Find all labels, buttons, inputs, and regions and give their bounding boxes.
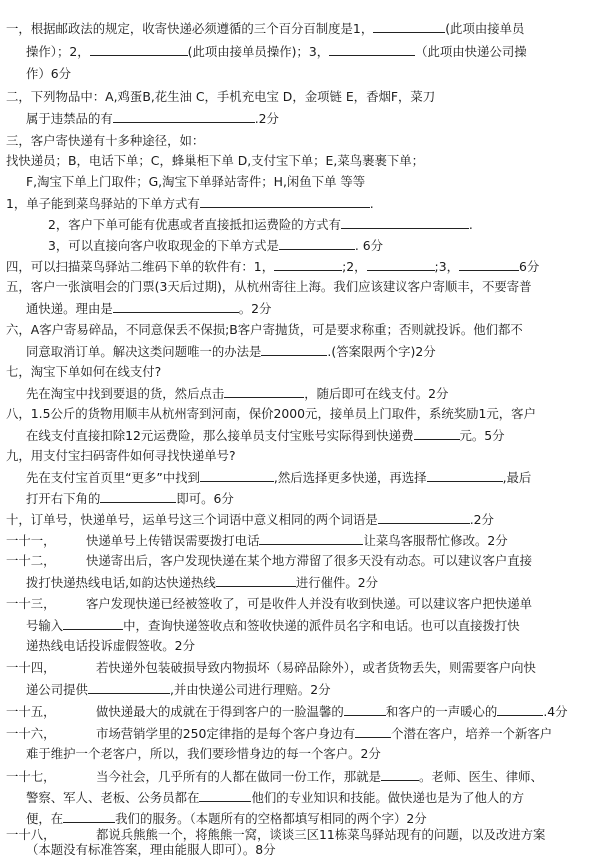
q8-blank[interactable] (414, 427, 460, 440)
q12-text-a: 快递寄出后，客户发现快递在某个地方滞留了很多天没有动态。可以建议客户直接 (86, 553, 533, 568)
q1-text-b: (此项由接单员 (445, 21, 525, 36)
q3-text-e: . (369, 196, 374, 211)
q15-blank-1[interactable] (344, 703, 386, 716)
q4-text-c: ;3， (434, 259, 459, 274)
q13-blank[interactable] (63, 617, 123, 630)
q8-line1 (6, 406, 536, 422)
q13-text-d: 递热线电话投诉虚假签收。2分 (26, 638, 195, 653)
q9-text-f: 即可。6分 (176, 491, 234, 506)
q4-line1 (6, 258, 539, 275)
q17-line1 (6, 768, 543, 785)
q14-line1 (6, 660, 536, 676)
q1-line1 (6, 20, 524, 37)
q3-line1 (6, 133, 204, 149)
q2-line2 (26, 110, 279, 127)
q9-blank-1[interactable] (200, 469, 274, 482)
q16-number: 一十六， (6, 726, 56, 741)
q18-text-b: （本题没有标准答案，理由能服人即可）。8分 (26, 842, 276, 857)
q3-line5 (48, 216, 473, 233)
q12-line2 (26, 574, 378, 591)
q11-number: 一十一， (6, 533, 56, 548)
q16-text-c: 难于维护一个老客户，所以，我们要珍惜身边的每一个客户。2分 (26, 746, 381, 761)
q4-blank-1[interactable] (274, 258, 342, 271)
q3-blank-1[interactable] (200, 195, 370, 208)
q17-text-e: 便，在 (26, 811, 64, 826)
q9-blank-3[interactable] (100, 490, 176, 503)
q1-line3 (26, 66, 71, 82)
q16-line2 (26, 746, 381, 762)
q1-text-f: 作）6分 (26, 66, 72, 81)
q14-text-c: ,并由快递公司进行理赔。2分 (169, 682, 331, 697)
q3-text-b: 找快递员；B，电话下单；C，蜂巢柜下单 D,支付宝下单；E,菜鸟裹裹下单； (6, 153, 425, 168)
q1-text-a: 一，根据邮政法的规定，收寄快递必须遵循的三个百分百制度是1， (6, 21, 374, 36)
q1-text-d: (此项由接单员操作)；3， (187, 44, 330, 59)
q4-text-d: 6分 (519, 259, 540, 274)
q7-line1 (6, 364, 161, 380)
q10-text-b: .2分 (469, 512, 494, 527)
q5-line1 (6, 279, 532, 295)
q13-number: 一十三， (6, 596, 56, 611)
q13-line2 (26, 617, 520, 634)
q1-blank-2[interactable] (90, 43, 188, 56)
q17-text-c: 警察、军人、老板、公务员都在 (26, 790, 200, 805)
q3-line2 (6, 153, 424, 169)
q11-line1 (6, 532, 508, 549)
q8-text-b: 在线支付直接扣除12元运费险，那么接单员支付宝账号实际得到快递费 (26, 428, 414, 443)
q6-text-b: 同意取消订单。解决这类问题唯一的办法是 (26, 344, 262, 359)
q3-line4 (6, 195, 374, 212)
q16-text-b: 个潜在客户，培养一个新客户 (391, 726, 553, 741)
q17-blank-2[interactable] (199, 789, 251, 802)
q13-line1 (6, 596, 532, 612)
q1-text-c: 操作）；2， (26, 44, 90, 59)
q7-line2 (26, 385, 448, 402)
q14-number: 一十四， (6, 660, 56, 675)
q12-number: 一十二， (6, 553, 56, 568)
q2-text-c: .2分 (254, 111, 279, 126)
q15-text-c: .4分 (543, 704, 568, 719)
q2-text-b: 属于违禁品的有 (26, 111, 113, 126)
q14-text-a: 若快递外包装破损导致内物损坏（易碎品除外），或者货物丢失，则需要客户向快 (96, 660, 536, 675)
q6-text-a: 六，A客户寄易碎品，不同意保丢不保损;B客户寄抛货，可是要求称重；否则就投诉。他们都不 (6, 322, 523, 337)
q11-text-a: 快递单号上传错误需要拨打电话 (86, 533, 260, 548)
q3-line6 (48, 237, 383, 254)
q18-line1 (6, 827, 545, 843)
q3-blank-2[interactable] (341, 216, 469, 229)
q10-blank[interactable] (378, 511, 470, 524)
q9-blank-2[interactable] (427, 469, 503, 482)
q3-text-g: . (468, 217, 473, 232)
q17-text-a: 当今社会，几乎所有的人都在做同一份工作，那就是 (96, 769, 381, 784)
q16-text-a: 市场营销学里的250定律指的是每个客户身边有 (96, 726, 356, 741)
q5-text-a: 五，客户一张演唱会的门票(3天后过期)，从杭州寄往上海。我们应该建议客户寄顺丰，不要寄普 (6, 279, 532, 294)
q9-text-b: 先在支付宝首页里“更多”中找到 (26, 470, 200, 485)
q14-line2 (26, 681, 330, 698)
q9-text-d: ,最后 (502, 470, 532, 485)
q3-text-d: 1，单子能到菜鸟驿站的下单方式有 (6, 196, 200, 211)
q1-blank-3[interactable] (329, 43, 415, 56)
q3-text-f: 2，客户下单可能有优惠或者直接抵扣运费险的方式有 (48, 217, 341, 232)
q17-line3 (26, 810, 427, 827)
q15-number: 一十五， (6, 704, 56, 719)
q11-blank[interactable] (259, 532, 363, 545)
q7-text-a: 七，淘宝下单如何在线支付? (6, 364, 162, 379)
q7-text-c: ，随后即可在线支付。2分 (304, 386, 449, 401)
q15-blank-2[interactable] (497, 703, 543, 716)
q12-text-c: 进行催件。2分 (295, 575, 379, 590)
q17-text-d: 他们的专业知识和技能。做快递也是为了他人的方 (251, 790, 525, 805)
q17-line2 (26, 789, 524, 806)
q5-text-c: 。2分 (238, 301, 272, 316)
q7-text-b: 先在淘宝中找到要退的货，然后点击 (26, 386, 225, 401)
q3-text-i: . 6分 (354, 238, 384, 253)
q5-text-b: 通快递。理由是 (26, 301, 113, 316)
q12-blank[interactable] (216, 574, 296, 587)
q4-text-a: 四，可以扫描菜鸟驿站二维码下单的软件有：1， (6, 259, 275, 274)
q2-blank[interactable] (113, 110, 255, 123)
q13-text-b: 号输入 (26, 618, 64, 633)
q4-blank-2[interactable] (367, 258, 435, 271)
q12-line1 (6, 553, 532, 569)
q16-blank[interactable] (355, 725, 391, 738)
q4-text-b: ;2， (342, 259, 367, 274)
q9-text-e: 打开右下角的 (26, 491, 101, 506)
q14-blank[interactable] (88, 681, 170, 694)
q3-text-c: F,淘宝下单上门取件；G,淘宝下单驿站寄件；H,闲鱼下单 等等 (26, 174, 366, 189)
q16-line1 (6, 725, 552, 742)
q2-text-a: 二，下列物品中：A,鸡蛋B,花生油 C，手机充电宝 D，金项链 E，香烟F，菜刀 (6, 89, 436, 104)
q18-line2 (26, 842, 276, 858)
q6-line2 (26, 343, 436, 360)
q9-text-c: ,然后选择更多快递，再选择 (273, 470, 427, 485)
q5-blank[interactable] (113, 300, 239, 313)
q3-line3 (26, 174, 365, 190)
q4-blank-3[interactable] (459, 258, 519, 271)
q15-line1 (6, 703, 568, 720)
q1-text-e: （此项由快递公司操 (415, 44, 527, 59)
q1-line2 (26, 43, 527, 60)
q2-line1 (6, 89, 435, 105)
q9-line1 (6, 448, 236, 464)
q7-blank[interactable] (224, 385, 304, 398)
q11-text-b: 让菜鸟客服帮忙修改。2分 (363, 533, 508, 548)
q18-text-a: 都说兵熊熊一个，将熊熊一窝，谈谈三区11栋菜鸟驿站现有的问题，以及改进方案 (96, 827, 546, 842)
q17-number: 一十七， (6, 769, 56, 784)
q10-line1 (6, 511, 494, 528)
q9-text-a: 九，用支付宝扫码寄件如何寻找快递单号? (6, 448, 236, 463)
q17-text-b: 。老师、医生、律师、 (418, 769, 543, 784)
q9-line2 (26, 469, 531, 486)
q15-text-b: 和客户的一声暖心的 (385, 704, 498, 719)
q3-blank-3[interactable] (279, 237, 355, 250)
q13-line3 (26, 638, 195, 654)
q17-blank-1[interactable] (381, 768, 419, 781)
q17-text-f: 我们的服务。（本题所有的空格都填写相同的两个字）2分 (115, 811, 427, 826)
q13-text-a: 客户发现快递已经被签收了，可是收件人并没有收到快递。可以建议客户把快递单 (86, 596, 533, 611)
q10-text-a: 十，订单号，快递单号，运单号这三个词语中意义相同的两个词语是 (6, 512, 378, 527)
q14-text-b: 递公司提供 (26, 682, 88, 697)
q6-blank[interactable] (261, 343, 327, 356)
q5-line2 (26, 300, 271, 317)
q17-blank-3[interactable] (63, 810, 115, 823)
q15-text-a: 做快递最大的成就在于得到客户的一脸温馨的 (96, 704, 344, 719)
q3-text-a: 三，客户寄快递有十多种途径，如： (6, 133, 205, 148)
q8-text-c: 元。5分 (459, 428, 505, 443)
q6-line1 (6, 322, 523, 338)
q8-text-a: 八，1.5公斤的货物用顺丰从杭州寄到河南，保价2000元，接单员上门取件，系统奖励1元，客户 (6, 406, 536, 421)
q13-text-c: 中，查询快递签收点和签收快递的派件员名字和电话。也可以直接拨打快 (123, 618, 520, 633)
q6-text-c: .(答案限两个字)2分 (327, 344, 436, 359)
q12-text-b: 拨打快递热线电话,如韵达快递热线 (26, 575, 216, 590)
q3-text-h: 3，可以直接向客户收取现金的下单方式是 (48, 238, 279, 253)
q9-line3 (26, 490, 234, 507)
q8-line2 (26, 427, 505, 444)
q18-number: 一十八， (6, 827, 56, 842)
q1-blank-1[interactable] (373, 20, 445, 33)
